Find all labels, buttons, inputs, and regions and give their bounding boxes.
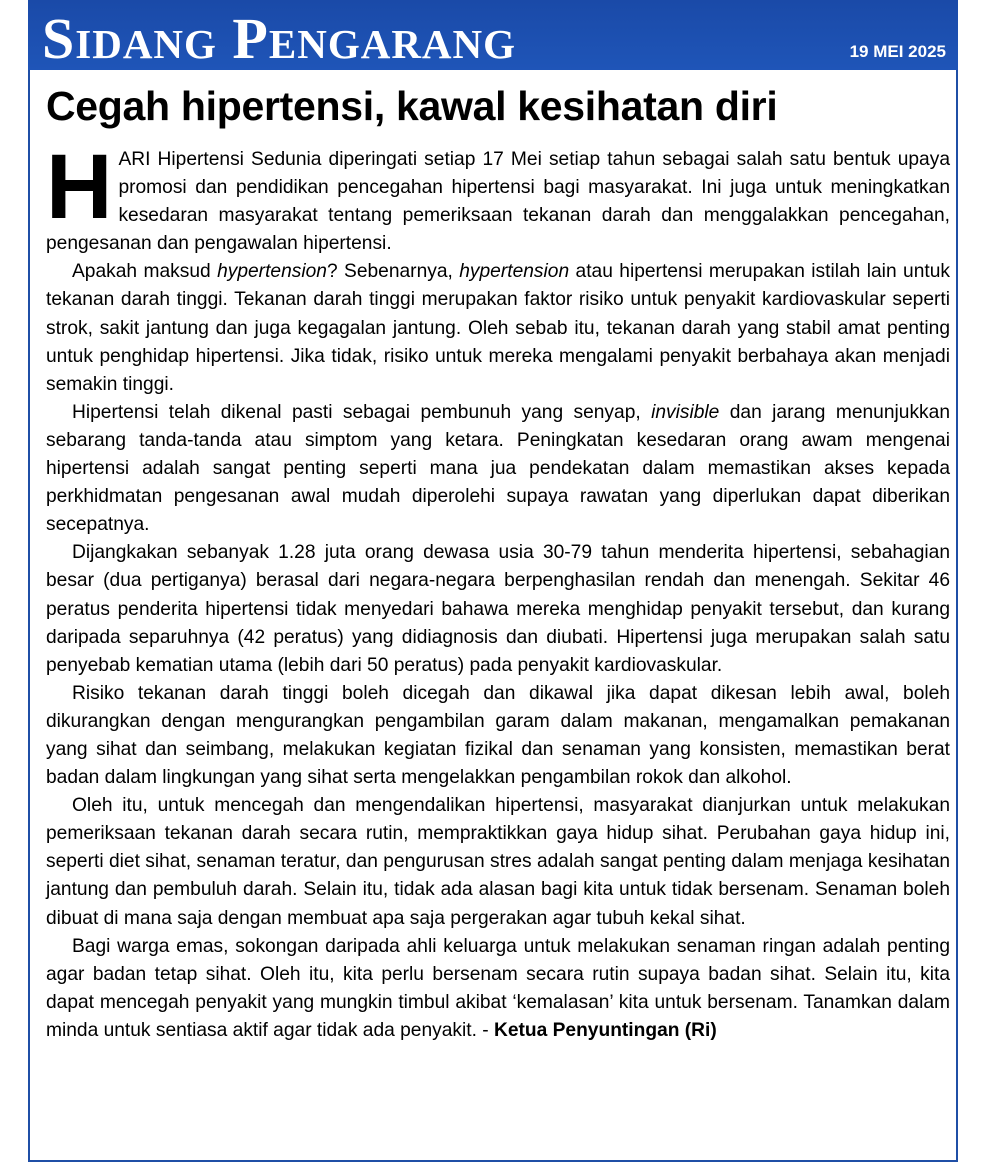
lead-caps: ARI	[118, 149, 151, 170]
author-signature: Ketua Penyuntingan (Ri)	[493, 1019, 717, 1041]
paragraph-5: Risiko tekanan darah tinggi boleh dicegah dan dikawal jika dapat dikesan lebih awal, boleh dikurangkan dengan mengurangkan pengambilan garam dalam makanan, mengamalkan pemakanan yang sihat dan seimbang, melakukan kegiatan fizikal dan senaman yang konsisten, memastikan berat badan dalam lingkungan yang sihat serta mengelakkan pengambilan rokok dan alkohol.	[46, 682, 950, 789]
paragraph-3	[46, 399, 950, 539]
article-headline: Cegah hipertensi, kawal kesihatan diri	[46, 83, 778, 129]
term-hypertension-2: hypertension	[459, 261, 570, 283]
paragraph-2-text-c: atau hipertensi merupakan istilah lain untuk tekanan darah tinggi. Tekanan darah tinggi merupakan faktor risiko untuk penyakit kardiovaskular seperti strok, sakit jantung dan juga kegagalan jantung. Oleh sebab itu, tekanan darah yang stabil amat penting untuk penghidap hipertensi. Jika tidak, risiko untuk mereka mengalami penyakit berbahaya akan menjadi semakin tinggi.	[46, 261, 950, 395]
issue-date: 19 MEI 2025	[849, 42, 946, 61]
drop-cap: H	[46, 136, 113, 238]
paragraph-1-text: Hipertensi Sedunia diperingati setiap 17 Mei setiap tahun sebagai salah satu bentuk upaya promosi dan pendidikan pencegahan hipertensi bagi masyarakat. Ini juga untuk meningkatkan kesedaran masyarakat tentang pemeriksaan tekanan darah dan menggalakkan pencegahan, pengesanan dan pengawalan hipertensi.	[46, 149, 950, 255]
paragraph-2	[46, 258, 950, 398]
paragraph-6: Oleh itu, untuk mencegah dan mengendalikan hipertensi, masyarakat dianjurkan untuk melakukan pemeriksaan tekanan darah secara rutin, mempraktikkan gaya hidup sihat. Perubahan gaya hidup ini, seperti diet sihat, senaman teratur, dan pengurusan stres adalah sangat penting dalam menjaga kesihatan jantung dan pembuluh darah. Selain itu, tidak ada alasan bagi kita untuk tidak bersenam. Senaman boleh dibuat di mana saja dengan membuat apa saja pergerakan agar tubuh kekal sihat.	[46, 795, 950, 929]
paragraph-3-text-b: dan jarang menunjukkan sebarang tanda-tanda atau simptom yang ketara. Peningkatan kesedaran orang awam mengenai hipertensi adalah sangat penting seperti mana jua pendekatan dalam memastikan akses kepada perkhidmatan pengesanan awal mudah diperolehi supaya rawatan yang diperlukan dapat diberikan secepatnya.	[46, 401, 950, 536]
paragraph-2-text-a: Apakah maksud	[72, 261, 218, 283]
paragraph-7	[46, 933, 950, 1045]
paragraph-1	[46, 136, 950, 258]
term-hypertension-1: hypertension	[217, 261, 327, 283]
article-body	[46, 136, 950, 1045]
term-invisible: invisible	[651, 401, 720, 423]
masthead-title: Sidang Pengarang	[42, 6, 517, 70]
paragraph-4: Dijangkakan sebanyak 1.28 juta orang dewasa usia 30-79 tahun menderita hipertensi, sebahagian besar (dua pertiganya) berasal dari negara-negara berpenghasilan rendah dan menengah. Sekitar 46 peratus penderita hipertensi tidak menyedari bahawa mereka menghidap penyakit tersebut, dan kurang daripada separuhnya (42 peratus) yang didiagnosis dan diubati. Hipertensi juga merupakan salah satu penyebab kematian utama (lebih dari 50 peratus) pada penyakit kardiovaskular.	[46, 542, 950, 676]
masthead-banner	[28, 0, 958, 70]
paragraph-3-text-a: Hipertensi telah dikenal pasti sebagai pembunuh yang senyap,	[72, 401, 652, 423]
paragraph-2-text-b: ? Sebenarnya,	[326, 261, 460, 283]
paragraph-7-text: Bagi warga emas, sokongan daripada ahli keluarga untuk melakukan senaman ringan adalah penting agar badan tetap sihat. Oleh itu, kita perlu bersenam secara rutin supaya badan sihat. Selain itu, kita dapat mencegah penyakit yang mungkin timbul akibat ‘kemalasan’ kita untuk bersenam. Tanamkan dalam minda untuk sentiasa aktif agar tidak ada penyakit. -	[46, 935, 950, 1041]
